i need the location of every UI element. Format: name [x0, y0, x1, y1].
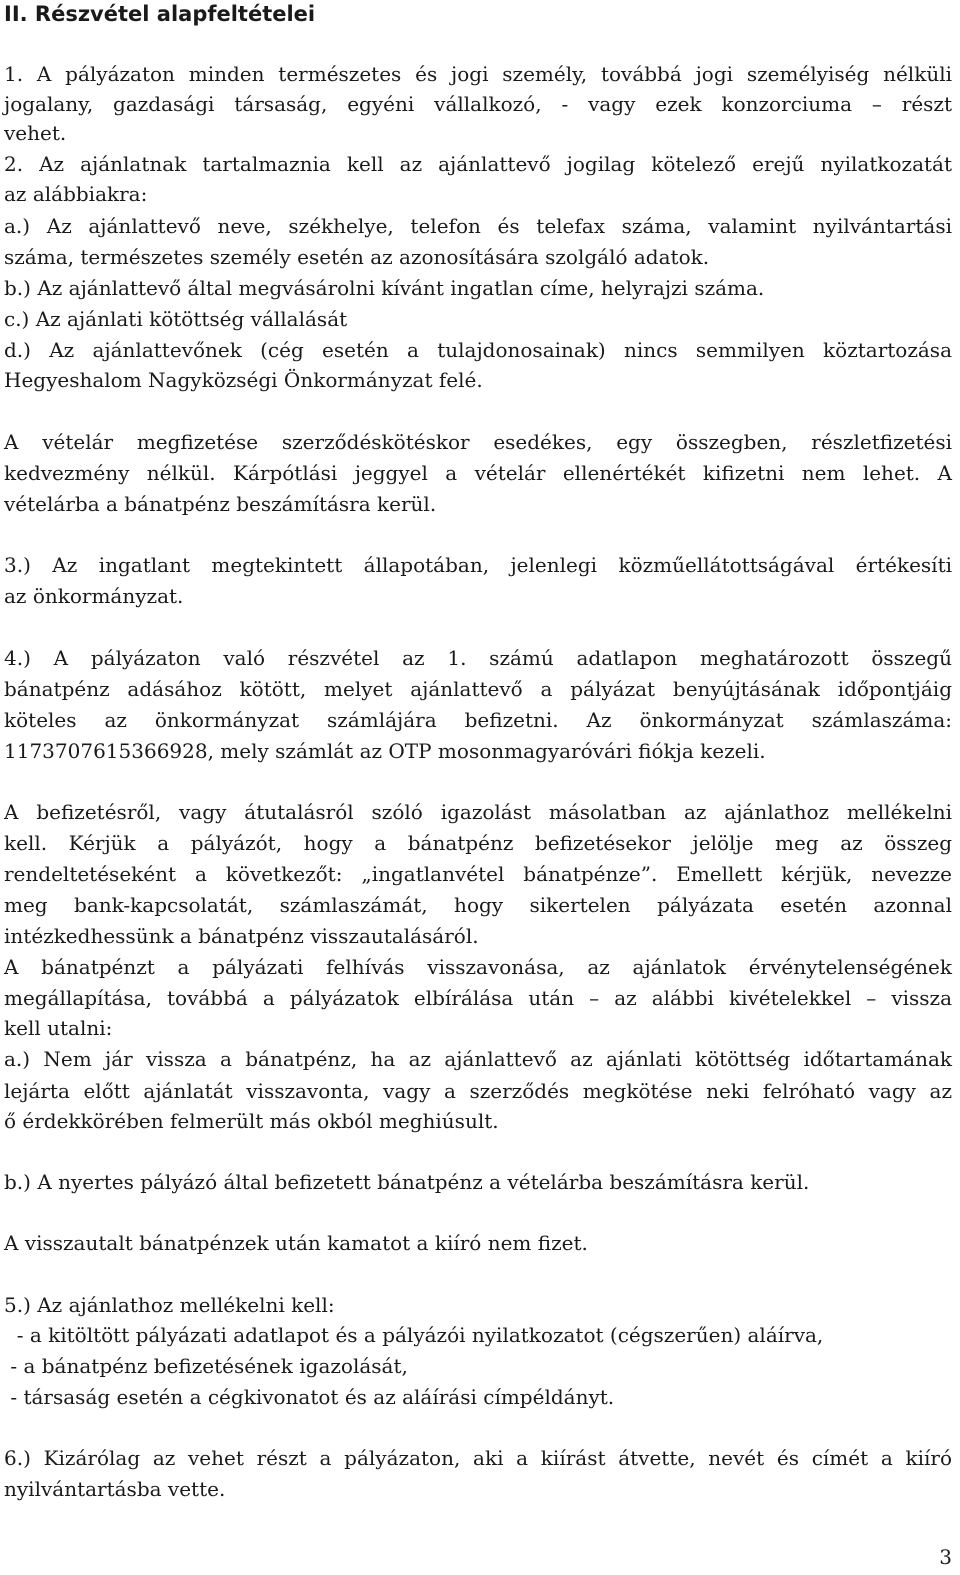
text-line: vételárba a bánatpénz beszámításra kerül.	[4, 492, 437, 516]
text-line: 4.) A pályázaton való részvétel az 1. számú adatlapon meghatározott összegű	[4, 646, 952, 670]
text-line: 6.) Kizárólag az vehet részt a pályázaton, aki a kiírást átvette, nevét és címét a kiíró	[4, 1446, 952, 1470]
text-line: megállapítása, továbbá a pályázatok elbírálása után – az alábbi kivételekkel – vissza	[4, 986, 952, 1010]
text-line: b.) Az ajánlattevő által megvásárolni kívánt ingatlan címe, helyrajzi száma.	[4, 276, 765, 300]
text-line: rendeltetéseként a következőt: „ingatlanvétel bánatpénze”. Emellett kérjük, nevezze	[4, 862, 952, 886]
text-line: 2. Az ajánlatnak tartalmaznia kell az ajánlattevő jogilag kötelező erejű nyilatkozatát	[4, 152, 952, 176]
text-line: köteles az önkormányzat számlájára befizetni. Az önkormányzat számlaszáma:	[4, 708, 952, 732]
text-line: az alábbiakra:	[4, 182, 148, 206]
text-line: az önkormányzat.	[4, 584, 184, 608]
text-line: száma, természetes személy esetén az azonosítására szolgáló adatok.	[4, 245, 710, 269]
text-line: - a bánatpénz befizetésének igazolását,	[4, 1354, 408, 1378]
text-line: ő érdekkörében felmerült más okból meghiúsult.	[4, 1109, 499, 1133]
text-line: a.) Az ajánlattevő neve, székhelye, telefon és telefax száma, valamint nyilvántartási	[4, 214, 952, 238]
text-line: nyilvántartásba vette.	[4, 1477, 226, 1501]
text-line: lejárta előtt ajánlatát visszavonta, vagy a szerződés megkötése neki felróható vagy az	[4, 1079, 952, 1103]
text-line: kell. Kérjük a pályázót, hogy a bánatpénz befizetésekor jelölje meg az összeg	[4, 831, 952, 855]
text-line: A bánatpénzt a pályázati felhívás visszavonása, az ajánlatok érvénytelenségének	[4, 955, 952, 979]
text-line: jogalany, gazdasági társaság, egyéni vállalkozó, - vagy ezek konzorciuma – részt	[4, 92, 952, 116]
text-line: c.) Az ajánlati kötöttség vállalását	[4, 307, 348, 331]
text-line: 1. A pályázaton minden természetes és jogi személy, továbbá jogi személyiség nélküli	[4, 62, 952, 86]
text-line: A visszautalt bánatpénzek után kamatot a kiíró nem fizet.	[4, 1231, 588, 1255]
text-line: meg bank-kapcsolatát, számlaszámát, hogy sikertelen pályázata esetén azonnal	[4, 893, 952, 917]
text-line: 3.) Az ingatlant megtekintett állapotában, jelenlegi közműellátottságával értékesíti	[4, 553, 952, 577]
text-line: 5.) Az ajánlathoz mellékelni kell:	[4, 1293, 335, 1317]
text-line: 1173707615366928, mely számlát az OTP mosonmagyaróvári fiókja kezeli.	[4, 739, 766, 763]
text-line: A vételár megfizetése szerződéskötéskor esedékes, egy összegben, részletfizetési	[4, 430, 952, 454]
text-line: intézkedhessünk a bánatpénz visszautalásáról.	[4, 924, 479, 948]
page-number: 3	[939, 1545, 952, 1569]
text-line: - társaság esetén a cégkivonatot és az aláírási címpéldányt.	[4, 1385, 615, 1409]
text-line: A befizetésről, vagy átutalásról szóló igazolást másolatban az ajánlathoz mellékelni	[4, 800, 952, 824]
text-line: b.) A nyertes pályázó által befizetett bánatpénz a vételárba beszámításra kerül.	[4, 1170, 810, 1194]
text-line: kedvezmény nélkül. Kárpótlási jeggyel a vételár ellenértékét kifizetni nem lehet. A	[4, 461, 952, 485]
text-line: kell utalni:	[4, 1016, 113, 1040]
text-line: bánatpénz adásához kötött, melyet ajánlattevő a pályázat benyújtásának időpontjáig	[4, 677, 952, 701]
section-title: II. Részvétel alapfeltételei	[4, 2, 316, 26]
text-line: Hegyeshalom Nagyközségi Önkormányzat felé.	[4, 368, 483, 392]
text-line: vehet.	[4, 121, 67, 145]
text-line: d.) Az ajánlattevőnek (cég esetén a tulajdonosainak) nincs semmilyen köztartozása	[4, 338, 952, 362]
text-line: a.) Nem jár vissza a bánatpénz, ha az ajánlattevő az ajánlati kötöttség időtartamának	[4, 1047, 952, 1071]
text-line: - a kitöltött pályázati adatlapot és a pályázói nyilatkozatot (cégszerűen) aláírva,	[4, 1323, 824, 1347]
